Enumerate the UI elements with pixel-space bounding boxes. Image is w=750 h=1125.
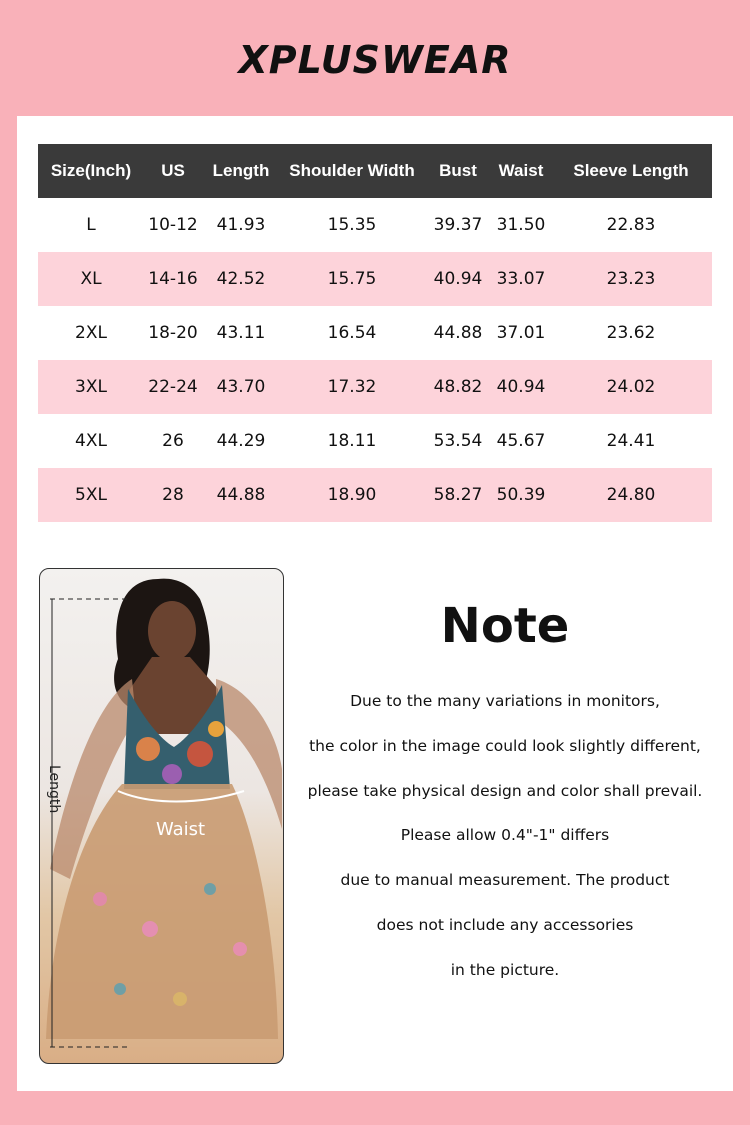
table-cell: 10-12 (148, 215, 198, 235)
table-header-row (38, 144, 712, 198)
table-cell: 39.37 (433, 215, 483, 235)
note-line: does not include any accessories (376, 915, 634, 934)
table-cell: 53.54 (433, 431, 483, 451)
table-cell: L (86, 215, 96, 235)
dress-illustration (40, 569, 283, 1063)
note-title: Note (440, 598, 570, 654)
table-row (38, 468, 712, 522)
table-cell: 24.02 (550, 360, 712, 414)
table-cell: 37.01 (496, 323, 546, 343)
table-cell: 22-24 (144, 360, 202, 414)
table-cell: 33.07 (492, 252, 550, 306)
note-text (299, 686, 711, 1000)
table-cell: 3XL (38, 360, 144, 414)
note-line: due to manual measurement. The product (340, 871, 670, 890)
table-row (38, 198, 712, 252)
table-cell: 4XL (75, 431, 107, 451)
header-cell: Waist (492, 144, 550, 198)
table-cell: 24.41 (606, 431, 656, 451)
length-label: Length (46, 765, 62, 814)
table-cell: 40.94 (424, 252, 492, 306)
header-cell: Size(Inch) (38, 144, 144, 198)
table-cell: 23.23 (550, 252, 712, 306)
table-cell: 31.50 (496, 215, 546, 235)
table-row (38, 360, 712, 414)
table-cell: 45.67 (496, 431, 546, 451)
note-line: please take physical design and color shall prevail. (307, 781, 703, 800)
table-cell: 2XL (75, 323, 107, 343)
table-cell: 22.83 (606, 215, 656, 235)
table-cell: 40.94 (492, 360, 550, 414)
table-cell: 44.29 (216, 431, 266, 451)
table-cell: 26 (162, 431, 184, 451)
table-cell: 43.70 (202, 360, 280, 414)
table-cell: 44.88 (202, 468, 280, 522)
note-line: Please allow 0.4"-1" differs (400, 826, 610, 845)
header-cell: Shoulder Width (280, 144, 424, 198)
table-cell: 43.11 (216, 323, 266, 343)
table-cell: 58.27 (424, 468, 492, 522)
header-cell: Bust (424, 144, 492, 198)
table-cell: 24.80 (550, 468, 712, 522)
table-cell: 48.82 (424, 360, 492, 414)
table-cell: 5XL (38, 468, 144, 522)
table-cell: 18-20 (148, 323, 198, 343)
table-cell: 16.54 (327, 323, 377, 343)
table-row (38, 414, 712, 468)
header-cell: Length (202, 144, 280, 198)
waist-label: Waist (156, 819, 206, 840)
table-cell: 18.90 (280, 468, 424, 522)
table-cell: 17.32 (280, 360, 424, 414)
table-row (38, 306, 712, 360)
size-chart-card (17, 116, 733, 1091)
table-cell: 44.88 (433, 323, 483, 343)
header-cell: US (144, 144, 202, 198)
table-cell: 15.75 (280, 252, 424, 306)
table-cell: 23.62 (606, 323, 656, 343)
table-row (38, 252, 712, 306)
table-cell: 15.35 (327, 215, 377, 235)
table-cell: 14-16 (144, 252, 202, 306)
header-cell: Sleeve Length (550, 144, 712, 198)
note-line: in the picture. (450, 960, 560, 979)
table-cell: 42.52 (202, 252, 280, 306)
table-cell: 18.11 (327, 431, 377, 451)
table-cell: 41.93 (216, 215, 266, 235)
note-line: Due to the many variations in monitors, (350, 692, 660, 710)
table-cell: 28 (144, 468, 202, 522)
table-cell: 50.39 (492, 468, 550, 522)
model-measurement-figure (39, 568, 284, 1064)
note-line: the color in the image could look slightly different, (309, 736, 701, 755)
size-table (38, 144, 712, 522)
brand-logo: XPLUSWEAR (238, 38, 512, 82)
table-cell: XL (38, 252, 144, 306)
